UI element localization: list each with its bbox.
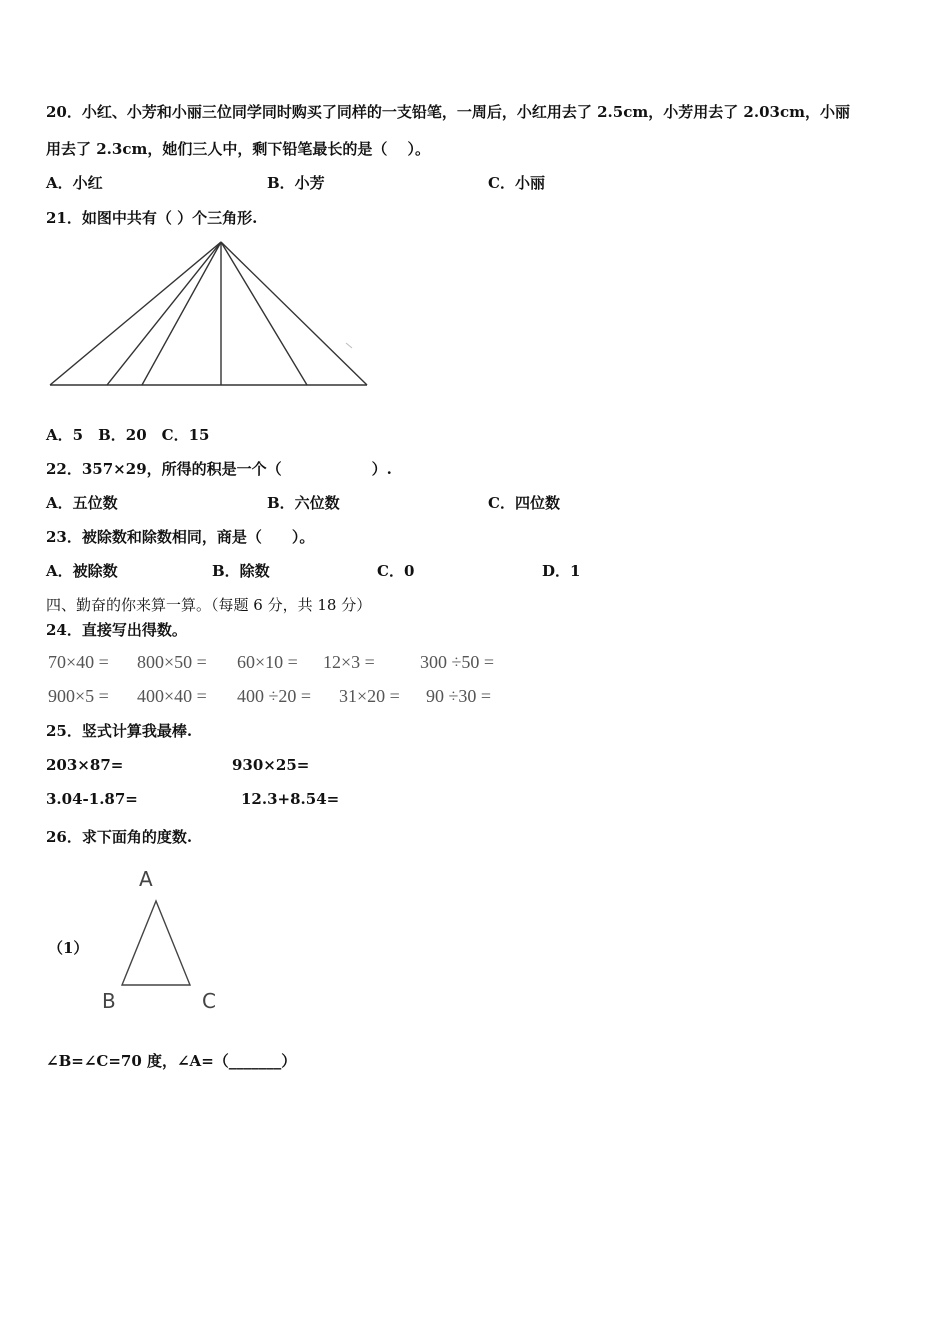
q24-calc: 400 ÷20 = xyxy=(237,686,312,706)
q23-option-c: C．0 xyxy=(377,562,415,580)
q23-option-b: B．除数 xyxy=(212,562,270,580)
q24-text: 24．直接写出得数。 xyxy=(46,621,187,639)
q23-text: 23．被除数和除数相同，商是（ ）。 xyxy=(46,528,315,546)
q20-option-c: C．小丽 xyxy=(488,174,545,192)
q24-calc: 900×5 = xyxy=(48,686,109,706)
q24-calc: 400×40 = xyxy=(137,686,207,706)
q26-answer: ∠B=∠C=70 度，∠A=（_______） xyxy=(46,1052,297,1070)
q24-calc: 12×3 = xyxy=(323,652,375,672)
q26-text: 26．求下面角的度数. xyxy=(46,828,193,846)
q22-option-a: A．五位数 xyxy=(46,494,118,512)
q24-calc: 300 ÷50 = xyxy=(420,652,495,672)
q24-calc: 70×40 = xyxy=(48,652,109,672)
q24-calc: 60×10 = xyxy=(237,652,298,672)
q22-option-c: C．四位数 xyxy=(488,494,560,512)
q21-options: A．5 B．20 C．15 xyxy=(46,426,210,444)
q20-line1: 20．小红、小芳和小丽三位同学同时购买了同样的一支铅笔，一周后，小红用去了 2.5cm，小芳用去了 2.03cm，小丽 xyxy=(46,103,850,121)
q23-option-a: A．被除数 xyxy=(46,562,118,580)
triangle-abc xyxy=(122,901,190,985)
vertex-b-label: B xyxy=(102,989,116,1013)
q22-option-b: B．六位数 xyxy=(267,494,340,512)
triangle-abc-figure xyxy=(96,864,226,1014)
q25-calc: 203×87= xyxy=(46,756,124,774)
triangle-figure xyxy=(40,236,380,396)
q23-option-d: D．1 xyxy=(542,562,581,580)
q25-calc: 3.04-1.87= xyxy=(46,790,138,808)
q20-option-b: B．小芳 xyxy=(267,174,325,192)
q24-calc: 31×20 = xyxy=(339,686,400,706)
q20-option-a: A．小红 xyxy=(46,174,103,192)
q24-calc: 800×50 = xyxy=(137,652,207,672)
q24-calc: 90 ÷30 = xyxy=(426,686,492,706)
q22-text: 22．357×29，所得的积是一个（ ）. xyxy=(46,460,392,478)
section-4-title: 四、勤奋的你来算一算。（每题 6 分，共 18 分） xyxy=(46,596,372,614)
q21-text: 21．如图中共有（ ）个三角形. xyxy=(46,209,258,227)
vertex-c-label: C xyxy=(202,989,216,1013)
vertex-a-label: A xyxy=(139,867,153,891)
q20-line2: 用去了 2.3cm，她们三人中，剩下铅笔最长的是（ ）。 xyxy=(46,140,431,158)
q26-part-label: （1） xyxy=(48,939,89,957)
q25-calc: 12.3+8.54= xyxy=(241,790,340,808)
q25-text: 25．竖式计算我最棒. xyxy=(46,722,193,740)
q25-calc: 930×25= xyxy=(232,756,310,774)
